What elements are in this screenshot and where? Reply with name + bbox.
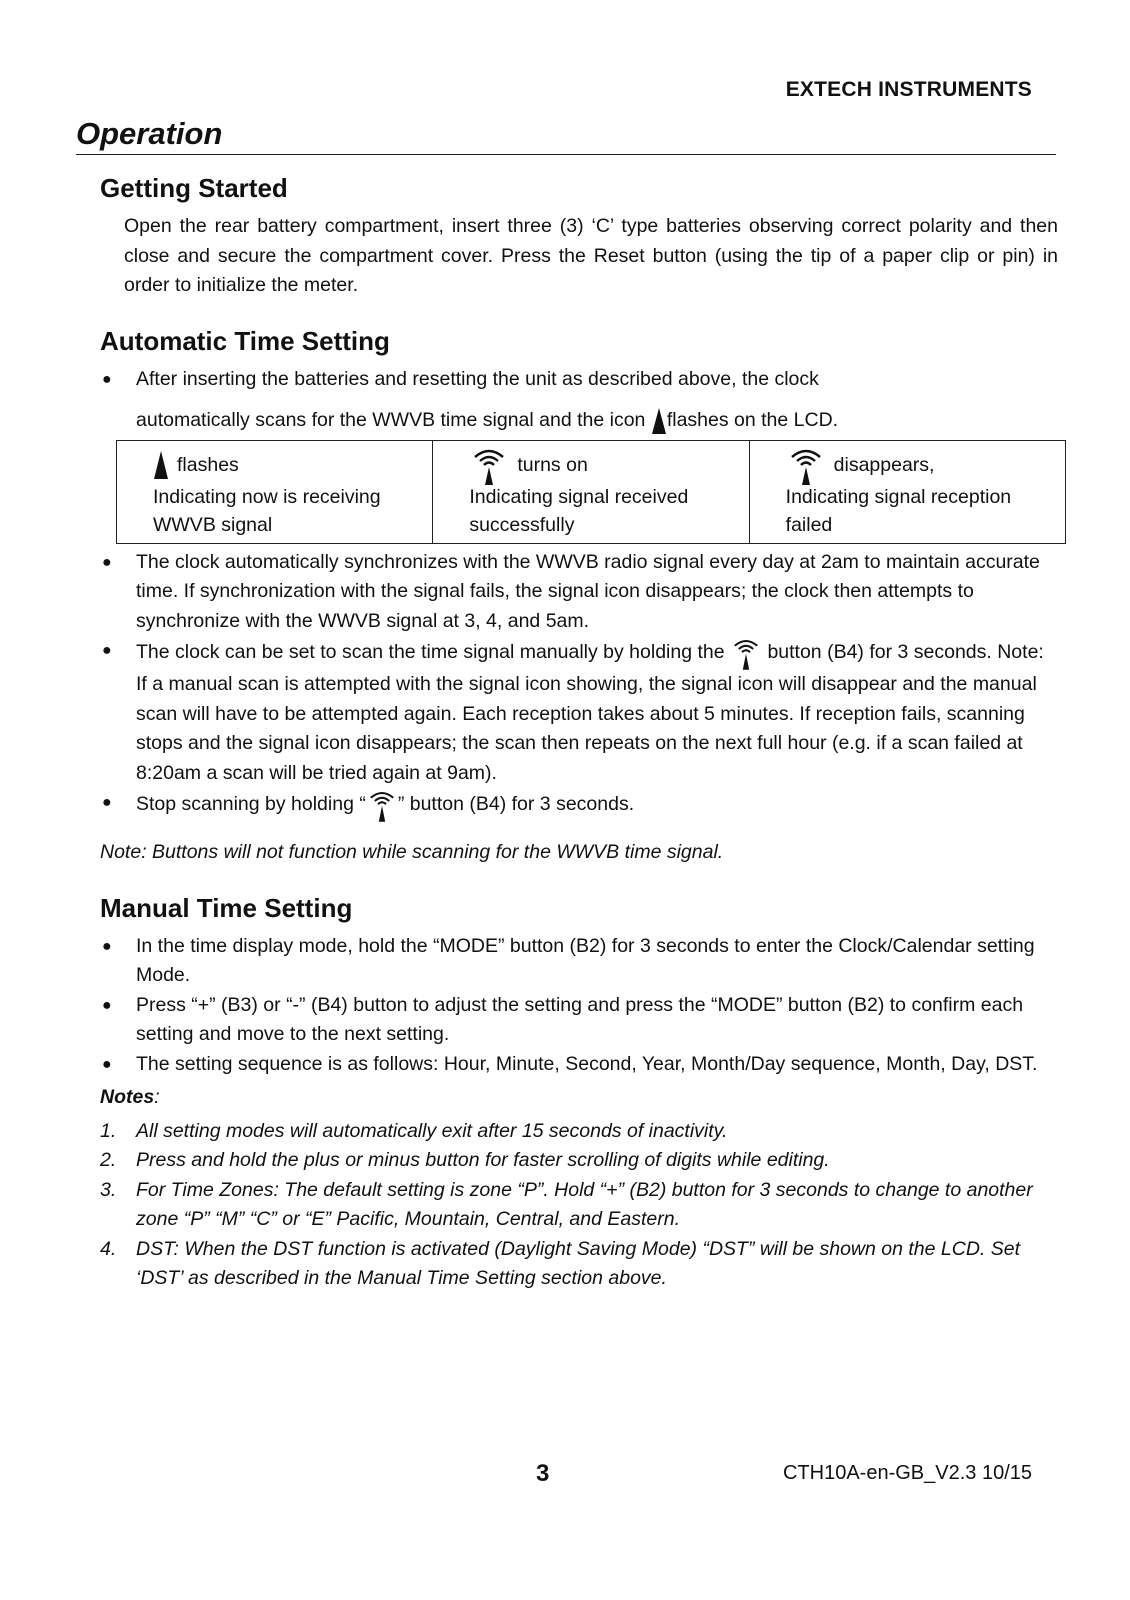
note-number: 1.: [100, 1119, 117, 1142]
manual-time-section: [100, 890, 1058, 1294]
note-text: DST: When the DST function is activated (Daylight Saving Mode) “DST” will be shown on the LCD. Set ‘DST’ as described in the Manual Time Setting section above.: [136, 1237, 1021, 1289]
bullet-text: The clock automatically synchronizes with the WWVB radio signal every day at 2am to maintain accurate time. If synchronization with the signal fails, the signal icon disappears; the clock then attempts to synchronize with the WWVB signal at 3, 4, and 5am.: [136, 550, 1040, 632]
document-body: [100, 170, 1058, 1316]
list-item: [100, 1146, 1058, 1176]
automatic-time-heading: Automatic Time Setting: [100, 325, 390, 356]
status-description: Indicating signal received successfully: [469, 485, 689, 536]
table-cell: [117, 440, 433, 543]
getting-started-heading: Getting Started: [100, 173, 288, 203]
signal-bar-icon: [651, 408, 667, 434]
notes-label: Notes: [100, 1086, 155, 1108]
list-item: [100, 932, 1058, 991]
note-number: 3.: [100, 1178, 117, 1201]
bullet-text: After inserting the batteries and resetting the unit as described above, the clock: [136, 367, 819, 390]
bullet-text: Stop scanning by holding “: [136, 793, 366, 816]
bullet-dot: ●: [102, 553, 112, 571]
status-text: flashes: [177, 453, 239, 476]
manual-time-heading: Manual Time Setting: [100, 892, 353, 923]
note-text: For Time Zones: The default setting is zone “P”. Hold “+” (B2) button for 3 seconds to change to another zone “P” “M” “C” or “E” Pacific, Mountain, Central, and Eastern.: [136, 1178, 1033, 1230]
signal-tower-icon: [786, 445, 826, 485]
list-item: [100, 365, 1058, 436]
bullet-dot: ●: [102, 794, 112, 811]
notes-heading: [100, 1083, 1058, 1113]
bullet-text: flashes on the LCD.: [666, 409, 839, 431]
list-item: [100, 788, 1058, 822]
notes-colon: :: [154, 1086, 160, 1108]
note-text: All setting modes will automatically exit after 15 seconds of inactivity.: [136, 1119, 728, 1142]
list-item: [100, 636, 1058, 788]
list-item: [100, 1235, 1058, 1294]
note-text: Press and hold the plus or minus button for faster scrolling of digits while editing.: [136, 1149, 830, 1171]
bullet-dot: ●: [102, 370, 112, 388]
signal-tower-icon: [469, 445, 509, 485]
list-item: [100, 548, 1058, 637]
table-cell: [433, 440, 749, 543]
bullet-text: ” button (B4) for 3 seconds.: [397, 793, 635, 816]
list-item: [100, 991, 1058, 1050]
bullet-text: automatically scans for the WWVB time signal and the icon: [136, 409, 646, 431]
status-description: Indicating signal reception failed: [785, 485, 1012, 536]
status-text: disappears,: [833, 453, 935, 476]
getting-started-section: [100, 170, 1058, 301]
page-title: Operation: [76, 116, 1056, 155]
signal-tower-icon: [730, 636, 762, 670]
note-number: 4.: [100, 1237, 117, 1260]
page-number: 3: [536, 1460, 550, 1487]
brand-name: EXTECH INSTRUMENTS: [785, 78, 1032, 101]
document-code: CTH10A-en-GB_V2.3 10/15: [782, 1462, 1032, 1484]
list-item: [100, 1176, 1058, 1235]
bullet-dot: ●: [102, 1055, 112, 1073]
scanning-note: Note: Buttons will not function while scanning for the WWVB time signal.: [100, 841, 724, 863]
bullet-dot: ●: [102, 996, 112, 1014]
signal-status-table: [116, 440, 1066, 544]
status-description: Indicating now is receiving WWVB signal: [153, 485, 381, 536]
getting-started-text: Open the rear battery compartment, insert three (3) ‘C’ type batteries observing correct polarity and then close and secure the compartment cover. Press the Reset button (using the tip of a paper clip or pin) in order to initialize the meter.: [124, 215, 1058, 296]
list-item: [100, 1117, 1058, 1147]
bullet-text: button (B4) for 3 seconds. Note: If a manual scan is attempted with the signal icon showing, the signal icon will disappear and the manual scan will have to be attempted again. Each reception takes about 5 minutes. If reception fails, scanning stops and the signal icon disappears; the scan then repeats on the next full hour (e.g. if a scan failed at 8:20am a scan will be tried again at 9am).: [136, 641, 1044, 784]
note-number: 2.: [100, 1149, 117, 1171]
bullet-text: The clock can be set to scan the time signal manually by holding the: [136, 641, 725, 664]
bullet-text: Press “+” (B3) or “-” (B4) button to adjust the setting and press the “MODE” button (B2) to confirm each setting and move to the next setting.: [136, 993, 1024, 1045]
bullet-text: The setting sequence is as follows: Hour, Minute, Second, Year, Month/Day sequence, Month, Day, DST.: [136, 1052, 1038, 1075]
signal-bar-icon: [153, 451, 169, 479]
table-cell: [749, 440, 1065, 543]
automatic-time-section: [100, 323, 1058, 868]
bullet-text: In the time display mode, hold the “MODE” button (B2) for 3 seconds to enter the Clock/Calendar setting Mode.: [136, 934, 1035, 986]
bullet-dot: ●: [102, 642, 112, 659]
bullet-dot: ●: [102, 937, 112, 955]
signal-tower-icon: [366, 788, 398, 822]
list-item: [100, 1050, 1058, 1080]
status-text: turns on: [517, 453, 588, 476]
